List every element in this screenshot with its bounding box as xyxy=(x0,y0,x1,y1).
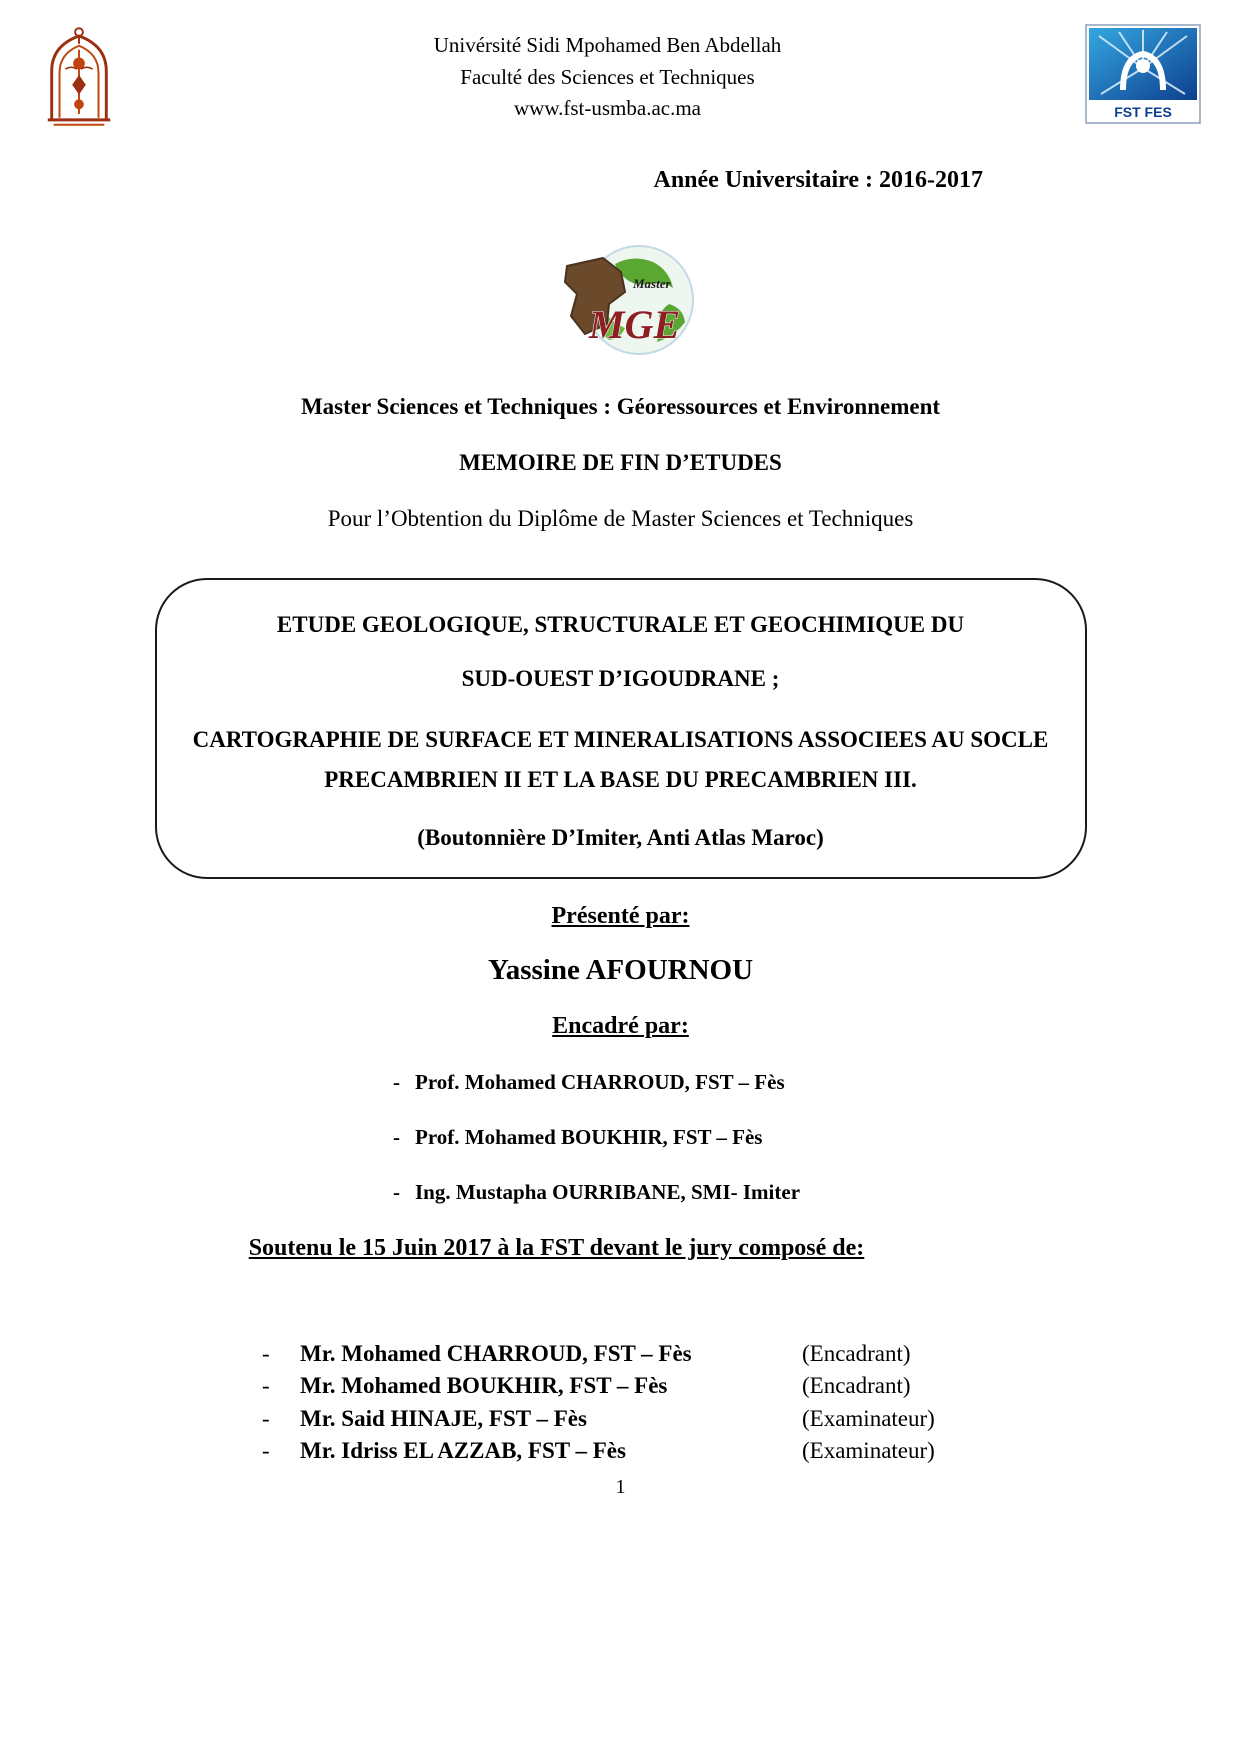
thesis-title-line3: CARTOGRAPHIE DE SURFACE ET MINERALISATIONS ASSOCIEES AU SOCLE PRECAMBRIEN II ET LA BASE DU PRECAMBRIEN III. xyxy=(192,727,1049,793)
jury-member-role: (Examinateur) xyxy=(802,1405,935,1431)
bullet-dash: - xyxy=(262,1438,270,1464)
fst-logo-label: FST FES xyxy=(1114,104,1172,120)
mge-master-label: Master xyxy=(632,276,671,291)
university-emblem-icon xyxy=(40,24,118,128)
presented-by-label: Présenté par: xyxy=(551,902,690,929)
bullet-dash: - xyxy=(393,1069,400,1094)
jury-list xyxy=(262,1338,1241,1469)
faculty-name: Faculté des Sciences et Techniques xyxy=(460,64,755,89)
supervisor-item xyxy=(393,1125,1241,1150)
supervisor-item xyxy=(393,1070,1241,1095)
page-header xyxy=(0,0,1241,133)
jury-row xyxy=(262,1435,1241,1468)
bullet-dash: - xyxy=(393,1124,400,1149)
fst-fes-logo xyxy=(1085,24,1205,129)
bullet-dash: - xyxy=(262,1340,270,1366)
supervisor-item xyxy=(393,1180,1241,1205)
thesis-title-box xyxy=(155,578,1087,879)
mge-logo xyxy=(0,238,1241,366)
academic-year: Année Universitaire : 2016-2017 xyxy=(653,167,983,193)
jury-member-name: Mr. Said HINAJE, FST – Fès xyxy=(300,1405,587,1431)
thesis-title-line2: SUD-OUEST D’IGOUDRANE ; xyxy=(461,666,780,691)
jury-member-name: Mr. Mohamed BOUKHIR, FST – Fès xyxy=(300,1373,668,1399)
defense-line: Soutenu le 15 Juin 2017 à la FST devant le jury composé de: xyxy=(248,1234,865,1261)
jury-member-name: Mr. Idriss EL AZZAB, FST – Fès xyxy=(300,1438,626,1464)
supervisor-name: Prof. Mohamed BOUKHIR, FST – Fès xyxy=(415,1124,763,1149)
mge-acronym-label: MGE xyxy=(588,302,680,347)
page-number: 1 xyxy=(615,1476,626,1498)
bullet-dash: - xyxy=(262,1405,270,1431)
jury-member-role: (Encadrant) xyxy=(802,1340,911,1366)
purpose-line: Pour l’Obtention du Diplôme de Master Sciences et Techniques xyxy=(327,506,914,531)
jury-member-role: (Encadrant) xyxy=(802,1373,911,1399)
thesis-title-line1: ETUDE GEOLOGIQUE, STRUCTURALE ET GEOCHIMIQUE DU xyxy=(276,612,965,637)
jury-member-role: (Examinateur) xyxy=(802,1438,935,1464)
jury-member-name: Mr. Mohamed CHARROUD, FST – Fès xyxy=(300,1340,692,1366)
memoire-title: MEMOIRE DE FIN D’ETUDES xyxy=(459,450,782,475)
thesis-title-subtitle: (Boutonnière D’Imiter, Anti Atlas Maroc) xyxy=(417,824,824,850)
mge-logo-icon xyxy=(537,238,705,366)
jury-row xyxy=(262,1338,1241,1371)
program-title: Master Sciences et Techniques : Géoressources et Environnement xyxy=(300,394,941,419)
website-url: www.fst-usmba.ac.ma xyxy=(513,96,701,120)
supervised-by-label: Encadré par: xyxy=(552,1012,689,1039)
supervisors-list xyxy=(393,1070,1241,1205)
fst-fes-icon xyxy=(1085,24,1201,124)
jury-row xyxy=(262,1370,1241,1403)
bullet-dash: - xyxy=(262,1373,270,1399)
supervisor-name: Ing. Mustapha OURRIBANE, SMI- Imiter xyxy=(415,1179,801,1204)
jury-row xyxy=(262,1403,1241,1436)
bullet-dash: - xyxy=(393,1179,400,1204)
supervisor-name: Prof. Mohamed CHARROUD, FST – Fès xyxy=(415,1069,785,1094)
author-name: Yassine AFOURNOU xyxy=(487,953,754,986)
university-name: Univérsité Sidi Mpohamed Ben Abdellah xyxy=(433,33,782,57)
header-text-block xyxy=(130,24,1085,125)
university-emblem-logo xyxy=(40,24,130,133)
